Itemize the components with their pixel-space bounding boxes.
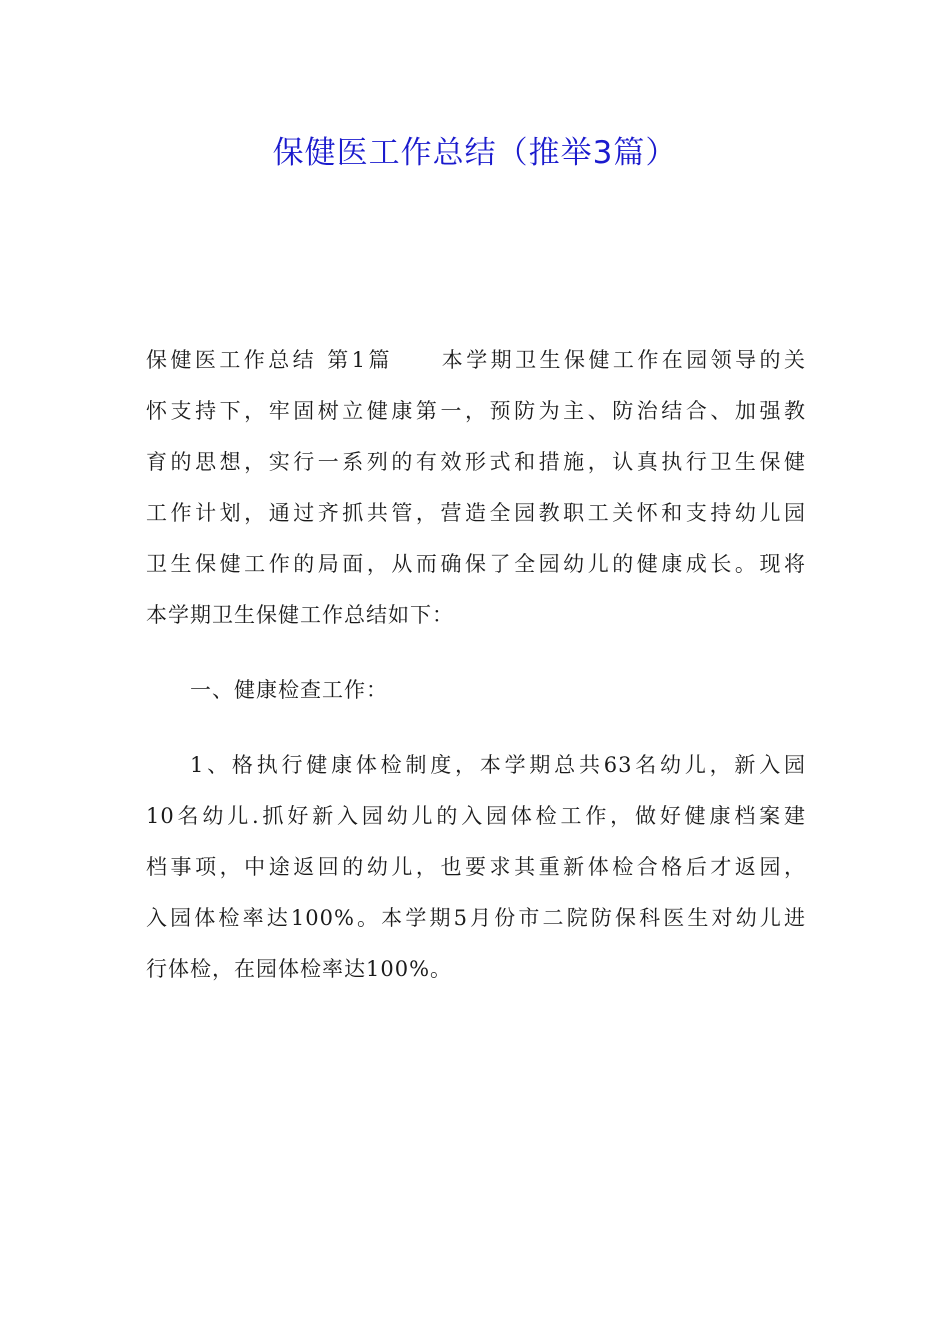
paragraph-line: 工作计划，通过齐抓共管，营造全园教职工关怀和支持幼儿园 [146, 501, 806, 525]
document-body [146, 335, 806, 995]
paragraph-line: 行体检，在园体检率达100%。 [146, 957, 453, 981]
paragraph-line: 育的思想，实行一系列的有效形式和措施，认真执行卫生保健 [146, 450, 806, 474]
paragraph-line: 入园体检率达100%。本学期5月份市二院防保科医生对幼儿进 [146, 906, 806, 930]
paragraph-line: 怀支持下，牢固树立健康第一，预防为主、防治结合、加强教 [146, 399, 806, 423]
paragraph-line: 1、格执行健康体检制度，本学期总共63名幼儿，新入园 [190, 753, 806, 777]
paragraph-line: 本学期卫生保健工作总结如下： [146, 603, 454, 627]
paragraph-line: 卫生保健工作的局面，从而确保了全园幼儿的健康成长。现将 [146, 552, 806, 576]
section-heading: 一、健康检查工作： [190, 678, 388, 702]
paragraph-line: 保健医工作总结 第1篇 本学期卫生保健工作在园领导的关 [146, 348, 806, 372]
paragraph-line: 10名幼儿.抓好新入园幼儿的入园体检工作，做好健康档案建 [146, 804, 806, 828]
paragraph-line: 档事项，中途返回的幼儿，也要求其重新体检合格后才返园， [146, 855, 806, 879]
document-title: 保健医工作总结（推举3篇） [272, 135, 678, 171]
